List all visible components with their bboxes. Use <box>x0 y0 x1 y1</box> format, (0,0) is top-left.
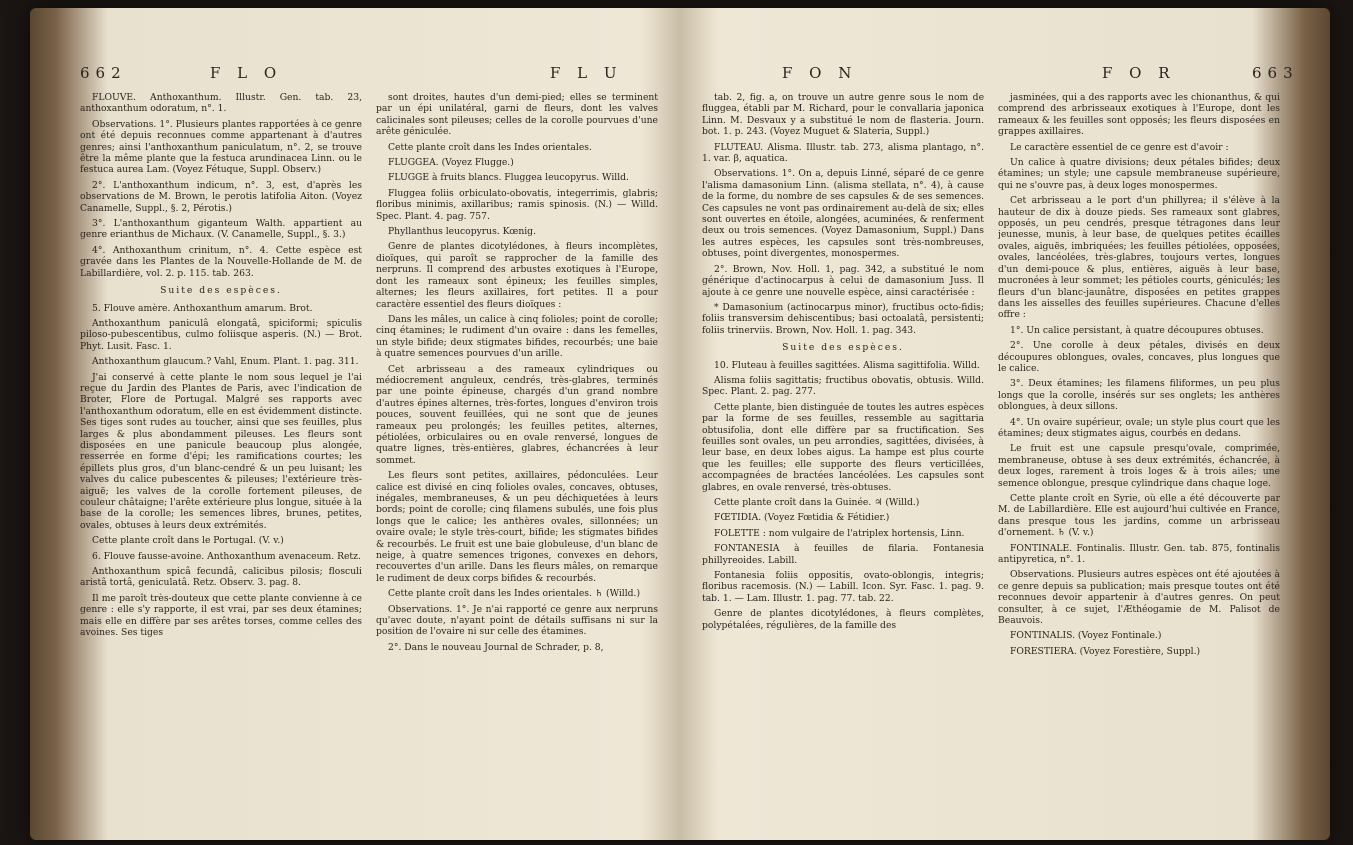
paragraph: Observations. 1°. Je n'ai rapporté ce genre aux nerpruns qu'avec doute, n'ayant point de détails suffisans ni sur la position de l'ovaire ni sur celle des étamines. <box>376 603 658 638</box>
paragraph: FLUTEAU. Alisma. Illustr. tab. 273, alisma plantago, n°. 1. var. β, aquatica. <box>702 141 984 165</box>
page-number: 662 <box>80 64 127 82</box>
right-column-2 <box>998 92 1280 832</box>
paragraph: 3°. L'anthoxanthum giganteum Walth. appartient au genre erianthus de Michaux. (V. Canamelle, Suppl., §. 3.) <box>80 218 362 241</box>
running-head-right: F O R <box>1102 64 1176 82</box>
paragraph: Cette plante croît dans la Guinée. ♃ (Willd.) <box>714 497 920 508</box>
paragraph: Suite des espèces. <box>782 342 904 354</box>
paragraph: FLOUVE. Anthoxanthum. Illustr. Gen. tab. 23, anthoxanthum odoratum, n°. 1. <box>80 92 362 115</box>
paragraph: 2°. L'anthoxanthum indicum, n°. 3, est, d'après les observations de M. Brown, le perotis latifolia Aiton. (Voyez Canamelle, Suppl., §. 2, Pérotis.) <box>80 179 362 214</box>
paragraph: Anthoxanthum spicâ fecundâ, calicibus pilosis; flosculi aristâ tortâ, geniculatâ. Retz. Observ. 3. pag. 8. <box>80 566 362 589</box>
paragraph: FLUGGE à fruits blancs. Fluggea leucopyrus. Willd. <box>388 172 629 184</box>
paragraph: Genre de plantes dicotylédones, à fleurs complètes, polypétalées, régulières, de la famille des <box>702 608 984 631</box>
paragraph: Cette plante croît dans les Indes orientales. ♄ (Willd.) <box>388 588 641 600</box>
paragraph: 5. Flouve amère. Anthoxanthum amarum. Brot. <box>92 302 313 314</box>
paragraph: FŒTIDIA. (Voyez Fœtidia & Fétidier.) <box>714 512 890 524</box>
left-running-head <box>70 64 690 88</box>
paragraph: 2°. Une corolle à deux pétales, divisés en deux découpures oblongues, ovales, concaves, plus longues que le calice. <box>998 340 1280 374</box>
paragraph: jasminées, qui a des rapports avec les chionanthus, & qui comprend des arbrisseaux exotiques à l'Europe, dont les rameaux & les feuilles sont opposés; les fleurs disposées en grappes axillaires. <box>998 92 1280 138</box>
paragraph: tab. 2, fig. a, on trouve un autre genre sous le nom de fluggea, établi par M. Richard, pour le convallaria japonica Linn. M. Desvaux y a substitué le nom de flasteria. Journ. bot. 1. p. 243. (Voyez Muguet & Slateria, Suppl.) <box>702 92 984 138</box>
paragraph: FONTINALE. Fontinalis. Illustr. Gen. tab. 875, fontinalis antipyretica, n°. 1. <box>998 542 1280 566</box>
right-column-1 <box>702 92 984 832</box>
paragraph: 6. Flouve fausse-avoine. Anthoxanthum avenaceum. Retz. <box>92 550 361 562</box>
paragraph: Genre de plantes dicotylédones, à fleurs incomplètes, dioïques, qui paroît se rapprocher de la famille des nerpruns. Il comprend des arbustes exotiques à l'Europe, dont les rameaux sont épineux; les feuilles simples, alternes; les fleurs axillaires, fort petites. Il a pour caractère essentiel des fleurs dioïques : <box>376 241 658 310</box>
open-book <box>30 8 1330 840</box>
paragraph: Cette plante, bien distinguée de toutes les autres espèces par la forme de ses feuilles, ressemble au sagittaria obtusifolia, dont elle diffère par sa fructification. Ses feuilles sont ovales, un peu arrondies, sagittées, divisées, à leur base, en deux lobes aigus. La hampe est plus courte que les feuilles; elle supporte des fleurs verticillées, accompagnées de bractées lancéolées. Les capsules sont glabres, en ovale renversé, très-obtuses. <box>702 401 984 493</box>
paragraph: 10. Fluteau à feuilles sagittées. Alisma sagittifolia. Willd. <box>714 359 980 371</box>
paragraph: Les fleurs sont petites, axillaires, pédonculées. Leur calice est divisé en cinq folioles ovales, concaves, obtuses, inégales, membraneuses, & un peu déchiquetées à leurs bords; point de corolle; cinq filamens subulés, une fois plus longs que le calice; les anthères ovales, sillonnées; un ovaire ovale; le style très-court, bifide; les stigmates bifides & recourbés. Le fruit est une baie globuleuse, d'un blanc de neige, à quatre semences trigones, convexes en dehors, recouvertes d'un arille. Dans les fleurs mâles, on remarque le rudiment de deux corps bifides & recourbés. <box>376 470 658 584</box>
left-page <box>70 8 690 840</box>
paragraph: Observations. 1°. Plusieurs plantes rapportées à ce genre ont été depuis reconnues comme appartenant à d'autres genres; ainsi l'anthoxanthum paniculatum, n°. 2, se trouve être la même plante que la festuca arundinacea Linn. ou le festuca aurea Lam. (Voyez Fétuque, Suppl. Observ.) <box>80 118 362 176</box>
paragraph: sont droites, hautes d'un demi-pied; elles se terminent par un épi unilatéral, garni de fleurs, dont les valves calicinales sont pileuses; celles de la corolle pourvues d'une arête géniculée. <box>376 92 658 138</box>
paragraph: Il me paroît très-douteux que cette plante convienne à ce genre : elle s'y rapporte, il est vrai, par ses deux étamines; mais elle en diffère par ses arêtes torses, comme celles des avoines. Ses tiges <box>80 592 362 639</box>
paragraph: Le caractère essentiel de ce genre est d'avoir : <box>1010 141 1229 153</box>
page-number: 663 <box>1252 64 1299 82</box>
paragraph: Cette plante croît dans le Portugal. (V. v.) <box>92 535 284 547</box>
left-column-1 <box>80 92 362 832</box>
running-head-left: F O N <box>782 64 858 82</box>
running-head-left: F L O <box>210 64 283 82</box>
paragraph: Alisma foliis sagittatis; fructibus obovatis, obtusis. Willd. Spec. Plant. 2. pag. 277. <box>702 374 984 398</box>
paragraph: Anthoxanthum glaucum.? Vahl, Enum. Plant. 1. pag. 311. <box>92 356 359 368</box>
paragraph: Fontanesia foliis oppositis, ovato-oblongis, integris; floribus racemosis. (N.) — Labill. Icon. Syr. Fasc. 1. pag. 9. tab. 1. — Lam. Illustr. 1. pag. 77. tab. 22. <box>702 570 984 604</box>
paragraph: Cet arbrisseau a des rameaux cylindriques ou médiocrement anguleux, cendrés, très-glabres, terminés par une pointe épineuse, chargés d'un grand nombre d'autres épines alternes, très-fortes, longues d'environ trois pouces, souvent feuillées, qui ne sont que de jeunes rameaux peu prolongés; les feuilles petites, alternes, pétiolées, orbiculaires ou en ovale renversé, longues de quatre lignes, très-entières, glabres, échancrées à leur sommet. <box>376 363 658 466</box>
paragraph: FONTANESIA à feuilles de filaria. Fontanesia phillyreoides. Labill. <box>702 543 984 566</box>
right-page <box>692 8 1312 840</box>
paragraph: Observations. Plusieurs autres espèces ont été ajoutées à ce genre depuis sa publication; mais presque toutes ont été reconnues devoir appartenir à d'autres genres. On peut consulter, à ce sujet, l'Æthéogamie de M. Palisot de Beauvois. <box>998 569 1280 627</box>
right-running-head <box>692 64 1312 88</box>
paragraph: FOLETTE : nom vulgaire de l'atriplex hortensis, Linn. <box>714 527 965 539</box>
running-head-right: F L U <box>550 64 623 82</box>
paragraph: Dans les mâles, un calice à cinq folioles; point de corolle; cinq étamines; le rudiment d'un ovaire : dans les femelles, un style bifide; deux stigmates bifides, recourbés; une baie à quatre semences pourvues d'un arille. <box>376 313 658 360</box>
paragraph: Phyllanthus leucopyrus. Kœnig. <box>388 226 536 238</box>
left-column-2 <box>376 92 658 832</box>
paragraph: Un calice à quatre divisions; deux pétales bifides; deux étamines; un style; une capsule membraneuse supérieure, qui ne s'ouvre pas, à deux loges monospermes. <box>998 157 1280 191</box>
paragraph: Cette plante croît dans les Indes orientales. <box>388 141 592 153</box>
paragraph: FORESTIERA. (Voyez Forestière, Suppl.) <box>1010 645 1201 657</box>
paragraph: Fluggea foliis orbiculato-obovatis, integerrimis, glabris; floribus minimis, axillaribus; ramis spinosis. (N.) — Willd. Spec. Plant. 4. pag. 757. <box>376 187 658 222</box>
paragraph: Cet arbrisseau a le port d'un phillyrea; il s'élève à la hauteur de dix à douze pieds. Ses rameaux sont glabres, opposés, un peu cendrés, presque tétragones dans leur jeunesse, munis, à leur base, de quelques petites écailles ovales, aiguës, imbriquées; les feuilles pétiolées, opposées, ovales, lancéolées, très-glabres, toujours vertes, longues d'un demi-pouce & plus, entières, aiguës à leur base, mucronées à leur sommet; les pétioles courts, géniculés; les fleurs d'un blanc-jaunâtre, disposées en petites grappes dans les aisselles des feuilles supérieures. Chacune d'elles offre : <box>998 195 1280 321</box>
paragraph: FONTINALIS. (Voyez Fontinale.) <box>1010 630 1162 642</box>
paragraph: 3°. Deux étamines; les filamens filiformes, un peu plus longs que la corolle, insérés sur ses onglets; les anthères oblongues, à deux sillons. <box>998 378 1280 413</box>
paragraph: Suite des espèces. <box>160 285 282 297</box>
paragraph: * Damasonium (actinocarpus minor), fructibus octo-fidis; foliis transversim dehiscentibus; basi octoalatâ, persistenti; foliis trinerviis. Brown, Nov. Holl. 1. pag. 343. <box>702 301 984 336</box>
paragraph: 1°. Un calice persistant, à quatre découpures obtuses. <box>1010 324 1264 336</box>
paragraph: 2°. Dans le nouveau Journal de Schrader, p. 8, <box>388 641 604 653</box>
paragraph: Le fruit est une capsule presqu'ovale, comprimée, membraneuse, obtuse à ses deux extrémités, échancrée, à deux loges, rarement à trois loges & à trois ailes; une semence oblongue, presque cylindrique dans chaque loge. <box>998 443 1280 489</box>
paragraph: J'ai conservé à cette plante le nom sous lequel je l'ai reçue du Jardin des Plantes de Paris, avec l'indication de Broter, Flore de Portugal. Malgré ses rapports avec l'anthoxanthum odoratum, elle en est évidemment distincte. Ses tiges sont rudes au toucher, ainsi que ses feuilles, plus larges & plus abondamment pileuses. Les fleurs sont disposées en une panicule beaucoup plus alongée, resserrée en forme d'épi; les ramifications courtes; les épillets plus gros, d'un blanc-cendré & un peu luisant; les valves du calice pubescentes & pileuses; l'extérieure très-aiguë; les valves de la corolle fortement pileuses, de couleur châtaigne; l'arête extérieure plus longue, située à la base de la corolle; les semences libres, brunes, petites, ovales, obtuses à leurs deux extrémités. <box>80 371 362 531</box>
paragraph: 4°. Un ovaire supérieur, ovale; un style plus court que les étamines; deux stigmates aigus, courbés en dedans. <box>998 416 1280 439</box>
paragraph: Anthoxanthum paniculâ elongatâ, spiciformi; spiculis piloso-pubescentibus, culmo foliisque asperis. (N.) — Brot. Phyt. Lusit. Fasc. 1. <box>80 317 362 352</box>
paragraph: Cette plante croît en Syrie, où elle a été découverte par M. de Labillardière. Elle est aujourd'hui cultivée en France, dans presque tous les jardins, comme un arbrisseau d'ornement. ♄ (V. v.) <box>998 493 1280 539</box>
paragraph: Observations. 1°. On a, depuis Linné, séparé de ce genre l'alisma damasonium Linn. (alisma stellata, n°. 4), à cause de la forme, du nombre de ses capsules & de ses semences. Ces capsules ne vont pas ordinairement au-delà de six; elles sont ouvertes en étoile, alongées, acuminées, & renferment deux ou trois semences. (Voyez Damasonium, Suppl.) Dans les autres espèces, les capsules sont très-nombreuses, obtuses, point divergentes, monospermes. <box>702 168 984 260</box>
paragraph: 2°. Brown, Nov. Holl. 1, pag. 342, a substitué le nom générique d'actinocarpus à celui de damasonium Juss. Il ajoute à ce genre une nouvelle espèce, ainsi caractérisée : <box>702 263 984 298</box>
paragraph: FLUGGEA. (Voyez Flugge.) <box>388 157 514 169</box>
paragraph: 4°. Anthoxanthum crinitum, n°. 4. Cette espèce est gravée dans les Plantes de la Nouvelle-Hollande de M. de Labillardière, vol. 2. p. 115. tab. 263. <box>80 244 362 279</box>
